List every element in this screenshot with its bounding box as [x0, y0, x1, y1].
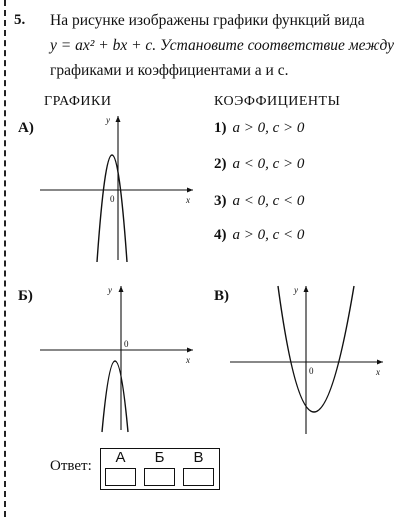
- answer-grid: [100, 448, 220, 490]
- graph-a-label: А): [18, 120, 34, 136]
- task-text-line-3: графиками и коэффициентами a и c.: [50, 62, 289, 79]
- graph-b-label: Б): [18, 288, 33, 304]
- option-2: 2) a < 0, c > 0: [214, 156, 305, 172]
- graph-b-parabola: [102, 361, 128, 432]
- graph-v-x-arrow-icon: [377, 360, 383, 365]
- graph-a-x-label: x: [186, 195, 190, 205]
- graph-b-x-arrow-icon: [187, 348, 193, 353]
- answer-column-b: [140, 449, 179, 489]
- graph-b-y-arrow-icon: [119, 286, 124, 292]
- answer-label: Ответ:: [50, 458, 92, 474]
- graph-a-origin-label: 0: [110, 194, 115, 204]
- graph-a-x-arrow-icon: [187, 188, 193, 193]
- graph-b-origin-label: 0: [124, 339, 129, 349]
- answer-cell-a[interactable]: [105, 468, 136, 486]
- graph-v-y-arrow-icon: [304, 286, 309, 292]
- coefficients-header: КОЭФФИЦИЕНТЫ: [214, 94, 341, 109]
- graph-v-y-label: y: [294, 285, 298, 295]
- answer-header-v: В: [193, 449, 204, 466]
- graph-v-origin-label: 0: [309, 366, 314, 376]
- answer-cell-v[interactable]: [183, 468, 214, 486]
- graph-b-plot: [38, 282, 198, 432]
- answer-header-a: А: [115, 449, 126, 466]
- graph-a-plot: [38, 112, 198, 262]
- answer-cell-b[interactable]: [144, 468, 175, 486]
- graph-a-parabola: [97, 155, 127, 262]
- graph-v-plot: [228, 282, 388, 437]
- task-text-line-1: На рисунке изображены графики функций вида: [50, 12, 365, 29]
- graph-b-y-label: y: [108, 285, 112, 295]
- option-1: 1) a > 0, c > 0: [214, 120, 305, 136]
- answer-column-v: [179, 449, 218, 489]
- graphs-header: ГРАФИКИ: [44, 94, 112, 109]
- graph-a-y-arrow-icon: [116, 116, 121, 122]
- graph-v-x-label: x: [376, 367, 380, 377]
- graph-v-parabola: [278, 286, 354, 412]
- answer-header-b: Б: [154, 449, 165, 466]
- answer-column-a: [101, 449, 140, 489]
- graph-b-x-label: x: [186, 355, 190, 365]
- graph-a-y-label: y: [106, 115, 110, 125]
- margin-dashed-line: [4, 0, 6, 517]
- option-4: 4) a > 0, c < 0: [214, 227, 305, 243]
- task-text-line-2: y = ax² + bx + c. Установите соответствие между: [50, 37, 395, 54]
- graph-v-label: В): [214, 288, 229, 304]
- task-number: 5.: [14, 12, 26, 28]
- option-3: 3) a < 0, c < 0: [214, 193, 305, 209]
